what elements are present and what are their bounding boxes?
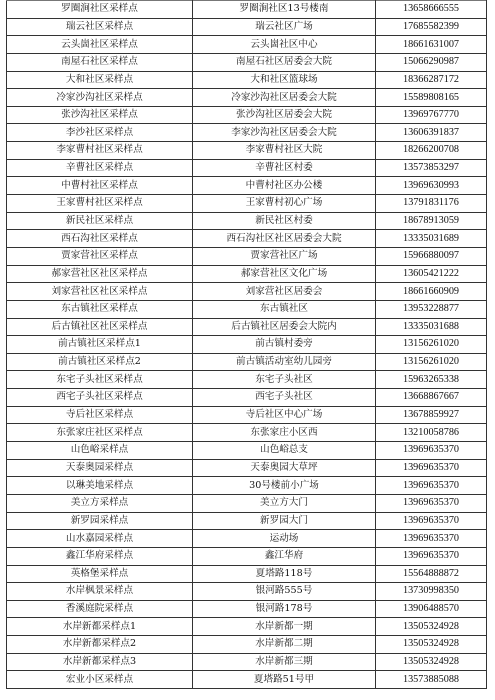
- phone-cell: 13791831176: [376, 195, 487, 213]
- site-name-cell: 瑞云社区采样点: [7, 18, 193, 36]
- location-cell: 前古镇村委旁: [193, 336, 376, 354]
- phone-cell: 13658666555: [376, 1, 487, 19]
- phone-cell: 13605421222: [376, 265, 487, 283]
- table-row: [7, 671, 487, 689]
- location-cell: 李家沙沟社区居委会大院: [193, 124, 376, 142]
- site-name-cell: 王家曹村社区采样点: [7, 195, 193, 213]
- table-row: [7, 159, 487, 177]
- site-name-cell: 英格堡采样点: [7, 565, 193, 583]
- phone-cell: 13730998350: [376, 583, 487, 601]
- table-row: [7, 653, 487, 671]
- location-cell: 王家曹村初心广场: [193, 195, 376, 213]
- site-name-cell: 新民社区采样点: [7, 212, 193, 230]
- site-name-cell: 水岸新都采样点3: [7, 653, 193, 671]
- phone-cell: 13953228877: [376, 300, 487, 318]
- location-cell: 夏塔路118号: [193, 565, 376, 583]
- phone-cell: 18661631007: [376, 36, 487, 54]
- phone-cell: 15966880097: [376, 247, 487, 265]
- phone-cell: 13969635370: [376, 442, 487, 460]
- table-row: [7, 477, 487, 495]
- table-row: [7, 318, 487, 336]
- site-name-cell: 西宅子头社区采样点: [7, 389, 193, 407]
- phone-cell: 13505324928: [376, 636, 487, 654]
- site-name-cell: 辛曹社区采样点: [7, 159, 193, 177]
- phone-cell: 13668867667: [376, 389, 487, 407]
- site-name-cell: 香溪庭院采样点: [7, 600, 193, 618]
- table-row: [7, 1, 487, 19]
- location-cell: 瑞云社区广场: [193, 18, 376, 36]
- site-name-cell: 水岸新都采样点1: [7, 618, 193, 636]
- table-row: [7, 406, 487, 424]
- phone-cell: 13573853297: [376, 159, 487, 177]
- table-row: [7, 565, 487, 583]
- phone-cell: 13505324928: [376, 618, 487, 636]
- table-row: [7, 177, 487, 195]
- site-name-cell: 鑫江华府采样点: [7, 547, 193, 565]
- location-cell: 天泰奥园大草坪: [193, 459, 376, 477]
- phone-cell: 15963265338: [376, 371, 487, 389]
- location-cell: 大和社区篮球场: [193, 71, 376, 89]
- location-cell: 美立方大门: [193, 494, 376, 512]
- phone-cell: 13969767770: [376, 106, 487, 124]
- phone-cell: 13210058786: [376, 424, 487, 442]
- site-name-cell: 寺后社区采样点: [7, 406, 193, 424]
- location-cell: 辛曹社区村委: [193, 159, 376, 177]
- phone-cell: 13335031688: [376, 318, 487, 336]
- sampling-sites-table: [6, 0, 487, 689]
- location-cell: 山色峪总支: [193, 442, 376, 460]
- site-name-cell: 前古镇社区采样点1: [7, 336, 193, 354]
- phone-cell: 13969635370: [376, 477, 487, 495]
- phone-cell: 13969635370: [376, 530, 487, 548]
- site-name-cell: 刘家营社区社区采样点: [7, 283, 193, 301]
- table-row: [7, 547, 487, 565]
- phone-cell: 13969635370: [376, 459, 487, 477]
- phone-cell: 13969635370: [376, 547, 487, 565]
- location-cell: 新罗园大门: [193, 512, 376, 530]
- phone-cell: 17685582399: [376, 18, 487, 36]
- phone-cell: 13678859927: [376, 406, 487, 424]
- table-row: [7, 230, 487, 248]
- site-name-cell: 宏业小区采样点: [7, 671, 193, 689]
- site-name-cell: 美立方采样点: [7, 494, 193, 512]
- phone-cell: 13906488570: [376, 600, 487, 618]
- location-cell: 水岸新都一期: [193, 618, 376, 636]
- site-name-cell: 山水嘉园采样点: [7, 530, 193, 548]
- location-cell: 刘家营社区居委会: [193, 283, 376, 301]
- table-row: [7, 583, 487, 601]
- site-name-cell: 冷家沙沟社区采样点: [7, 89, 193, 107]
- location-cell: 鑫江华府: [193, 547, 376, 565]
- table-row: [7, 283, 487, 301]
- table-row: [7, 53, 487, 71]
- phone-cell: 13335031689: [376, 230, 487, 248]
- location-cell: 水岸新都三期: [193, 653, 376, 671]
- table-row: [7, 18, 487, 36]
- phone-cell: 15066290987: [376, 53, 487, 71]
- location-cell: 南屋石社区居委会大院: [193, 53, 376, 71]
- location-cell: 冷家沙沟社区居委会大院: [193, 89, 376, 107]
- location-cell: 新民社区村委: [193, 212, 376, 230]
- phone-cell: 13573885088: [376, 671, 487, 689]
- table-row: [7, 424, 487, 442]
- site-name-cell: 罗圈涧社区采样点: [7, 1, 193, 19]
- table-row: [7, 36, 487, 54]
- location-cell: 云头崮社区中心: [193, 36, 376, 54]
- site-name-cell: 以琳美地采样点: [7, 477, 193, 495]
- site-name-cell: 李家曹村社区采样点: [7, 142, 193, 160]
- phone-cell: 13505324928: [376, 653, 487, 671]
- table-row: [7, 336, 487, 354]
- phone-cell: 18661660909: [376, 283, 487, 301]
- table-row: [7, 353, 487, 371]
- location-cell: 水岸新都二期: [193, 636, 376, 654]
- site-name-cell: 水岸枫景采样点: [7, 583, 193, 601]
- phone-cell: 18366287172: [376, 71, 487, 89]
- table-row: [7, 71, 487, 89]
- site-name-cell: 新罗园采样点: [7, 512, 193, 530]
- phone-cell: 13969635370: [376, 512, 487, 530]
- location-cell: 寺后社区中心广场: [193, 406, 376, 424]
- table-row: [7, 142, 487, 160]
- location-cell: 东张家庄小区西: [193, 424, 376, 442]
- phone-cell: 18678913059: [376, 212, 487, 230]
- table-row: [7, 530, 487, 548]
- location-cell: 夏塔路51号甲: [193, 671, 376, 689]
- site-name-cell: 郝家营社区社区采样点: [7, 265, 193, 283]
- location-cell: 中曹村社区办公楼: [193, 177, 376, 195]
- location-cell: 后古镇社区居委会大院内: [193, 318, 376, 336]
- site-name-cell: 东张家庄社区采样点: [7, 424, 193, 442]
- table-row: [7, 442, 487, 460]
- table-row: [7, 106, 487, 124]
- site-name-cell: 山色峪采样点: [7, 442, 193, 460]
- table-row: [7, 265, 487, 283]
- location-cell: 郝家营社区文化广场: [193, 265, 376, 283]
- location-cell: 李家曹村社区大院: [193, 142, 376, 160]
- site-name-cell: 前古镇社区采样点2: [7, 353, 193, 371]
- site-name-cell: 水岸新都采样点2: [7, 636, 193, 654]
- site-name-cell: 贾家营社区采样点: [7, 247, 193, 265]
- location-cell: 张沙沟社区居委会大院: [193, 106, 376, 124]
- table-body: [7, 1, 487, 689]
- location-cell: 西宅子头社区: [193, 389, 376, 407]
- table-row: [7, 300, 487, 318]
- table-row: [7, 494, 487, 512]
- location-cell: 贾家营社区广场: [193, 247, 376, 265]
- site-name-cell: 张沙沟社区采样点: [7, 106, 193, 124]
- location-cell: 运动场: [193, 530, 376, 548]
- site-name-cell: 李沙社区采样点: [7, 124, 193, 142]
- site-name-cell: 中曹村社区采样点: [7, 177, 193, 195]
- location-cell: 罗圈涧社区13号楼南: [193, 1, 376, 19]
- site-name-cell: 天泰奥园采样点: [7, 459, 193, 477]
- site-name-cell: 西石沟社区采样点: [7, 230, 193, 248]
- table-row: [7, 512, 487, 530]
- phone-cell: 13156261020: [376, 336, 487, 354]
- site-name-cell: 后古镇社区社区采样点: [7, 318, 193, 336]
- site-name-cell: 云头崮社区采样点: [7, 36, 193, 54]
- phone-cell: 13969630993: [376, 177, 487, 195]
- sampling-sites-table-container: [6, 0, 487, 689]
- location-cell: 银河路555号: [193, 583, 376, 601]
- location-cell: 西石沟社区社区居委会大院: [193, 230, 376, 248]
- location-cell: 东古镇社区: [193, 300, 376, 318]
- site-name-cell: 大和社区采样点: [7, 71, 193, 89]
- phone-cell: 15564888872: [376, 565, 487, 583]
- phone-cell: 13156261020: [376, 353, 487, 371]
- table-row: [7, 212, 487, 230]
- location-cell: 银河路178号: [193, 600, 376, 618]
- site-name-cell: 东古镇社区采样点: [7, 300, 193, 318]
- phone-cell: 13969635370: [376, 494, 487, 512]
- table-row: [7, 636, 487, 654]
- location-cell: 东宅子头社区: [193, 371, 376, 389]
- table-row: [7, 124, 487, 142]
- table-row: [7, 389, 487, 407]
- table-row: [7, 459, 487, 477]
- site-name-cell: 南屋石社区采样点: [7, 53, 193, 71]
- table-row: [7, 247, 487, 265]
- table-row: [7, 618, 487, 636]
- table-row: [7, 371, 487, 389]
- location-cell: 30号楼前小广场: [193, 477, 376, 495]
- table-row: [7, 600, 487, 618]
- location-cell: 前古镇活动室幼儿园旁: [193, 353, 376, 371]
- phone-cell: 18266200708: [376, 142, 487, 160]
- table-row: [7, 195, 487, 213]
- phone-cell: 15589808165: [376, 89, 487, 107]
- table-row: [7, 89, 487, 107]
- phone-cell: 13606391837: [376, 124, 487, 142]
- site-name-cell: 东宅子头社区采样点: [7, 371, 193, 389]
